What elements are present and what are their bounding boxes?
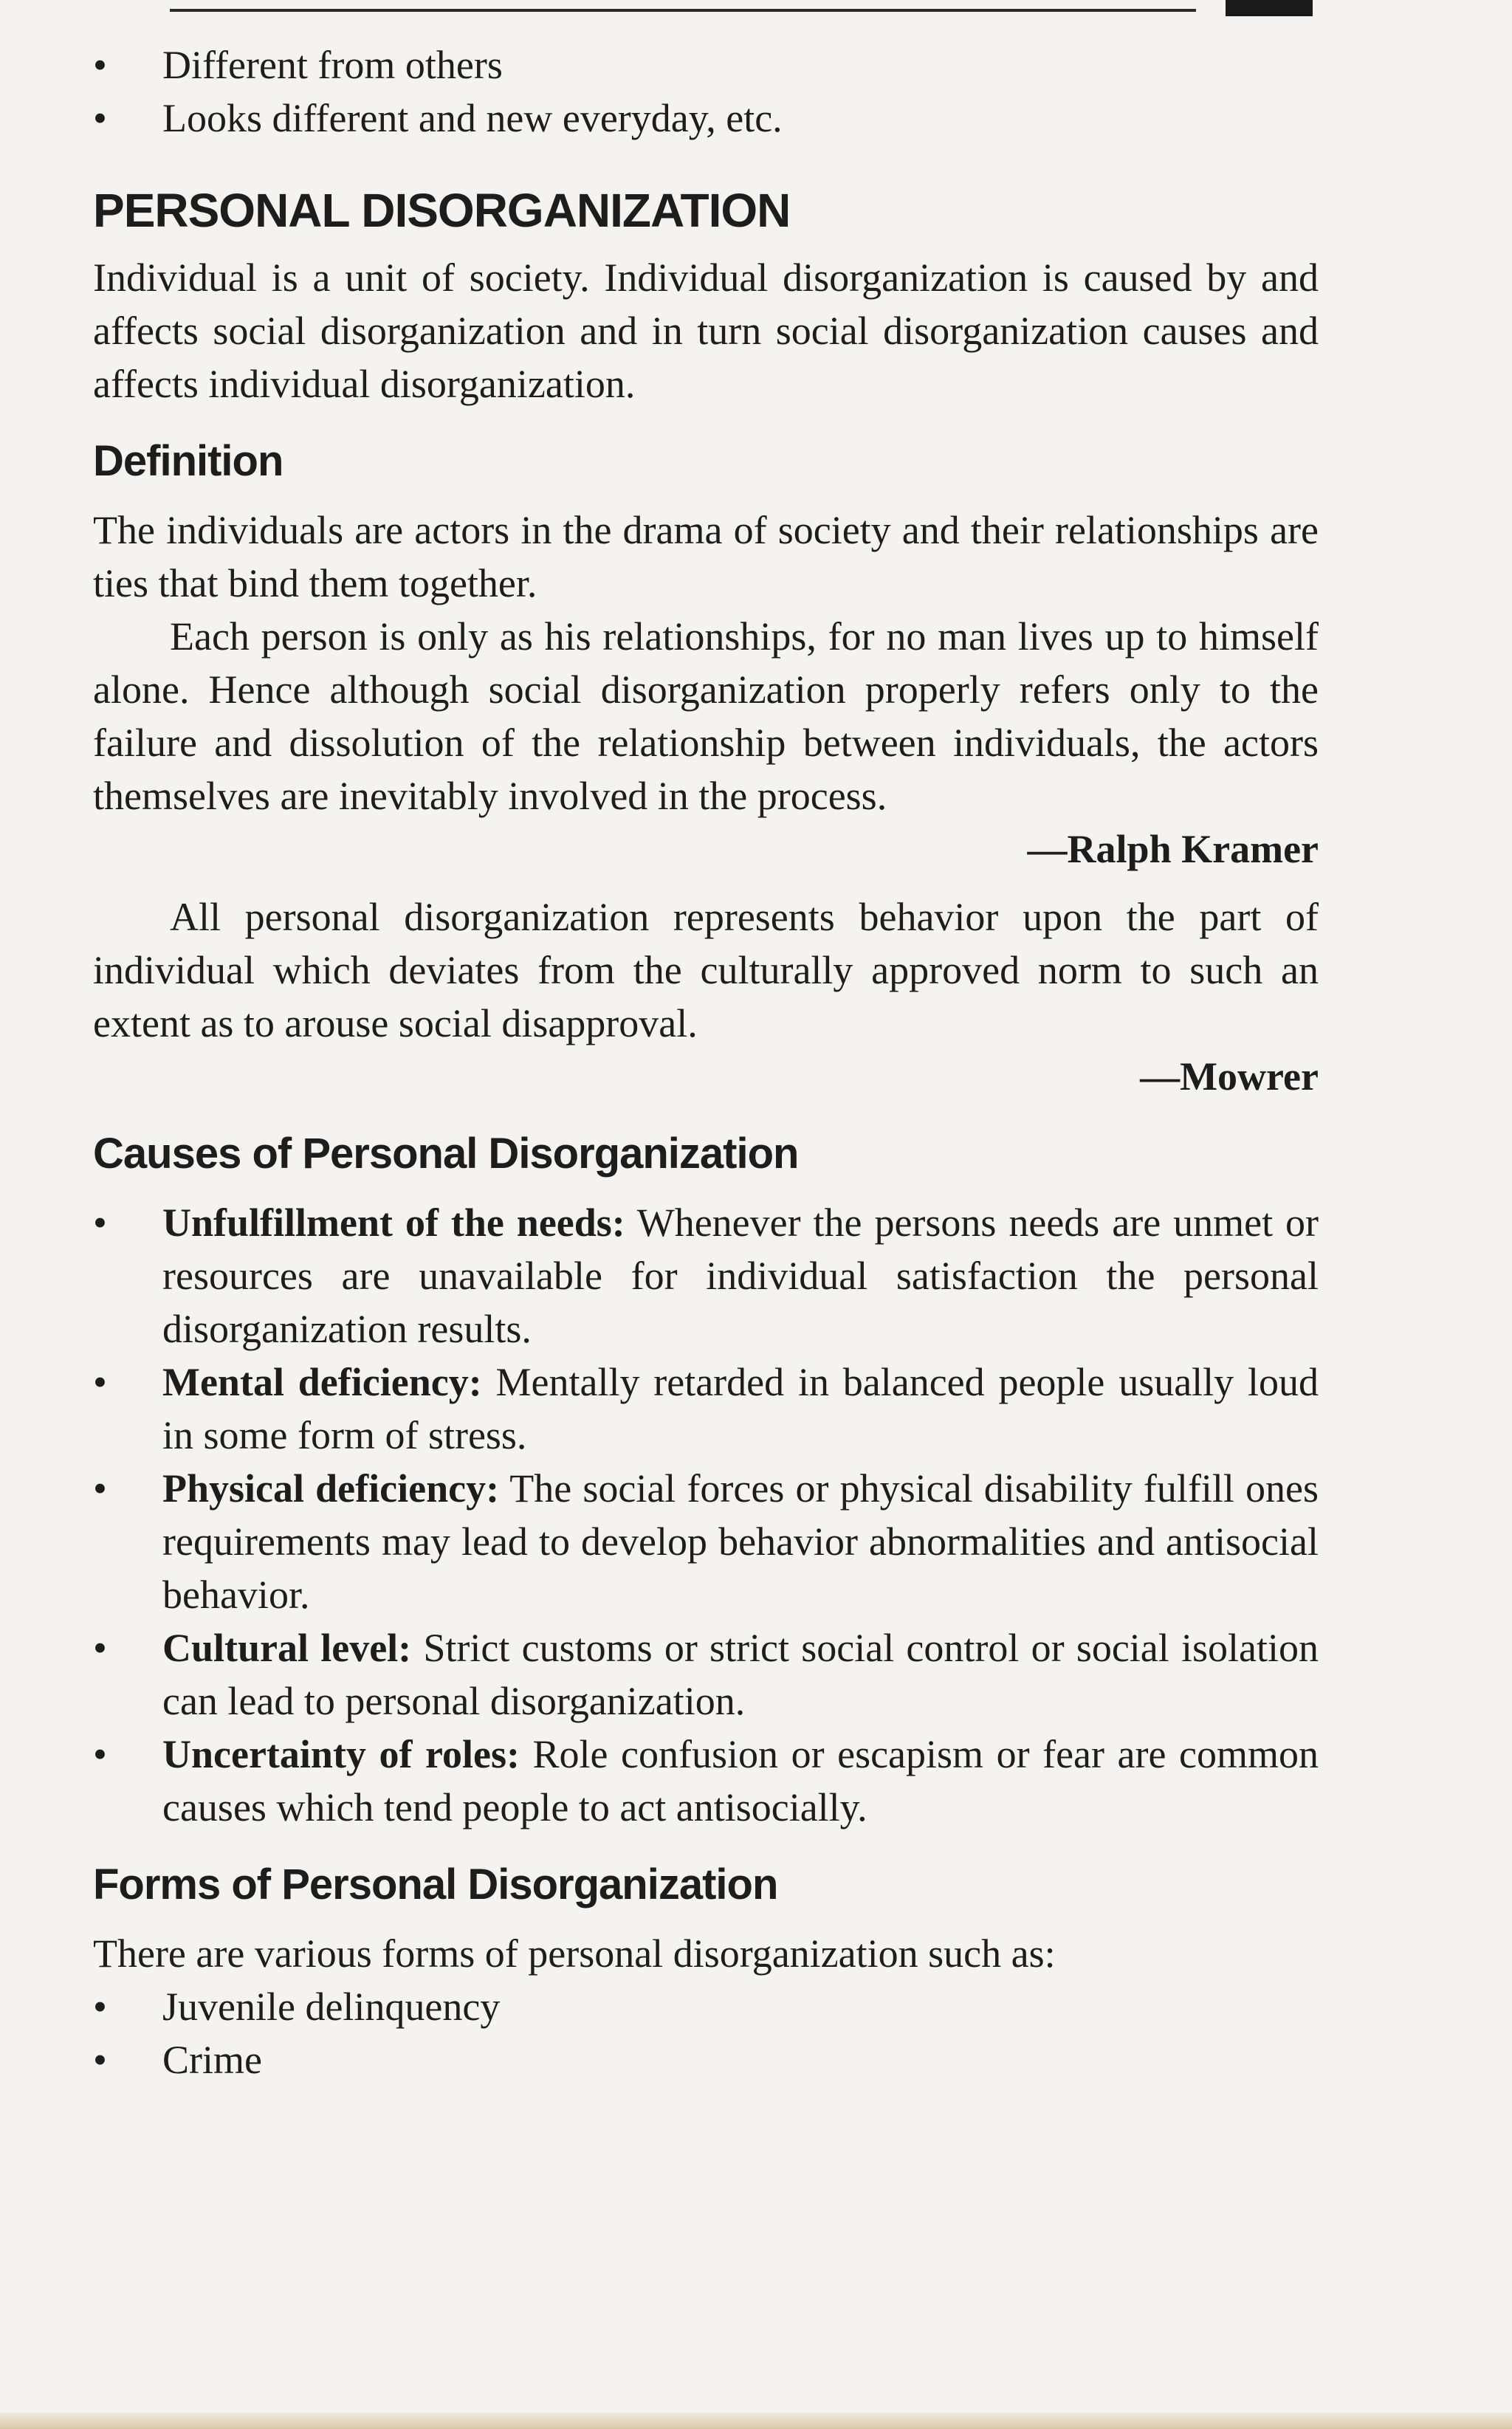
cause-text: Whenever the persons needs are unmet or resources are unavailable for individual satisfaction the personal disorganization results. <box>162 1200 1319 1351</box>
list-item <box>93 1356 1319 1462</box>
definition-paragraph-3: All personal disorganization represents behavior upon the part of individual which deviates from the culturally approved norm to such an extent as to arouse social disapproval. <box>93 895 1319 1045</box>
spacer <box>93 876 1319 890</box>
definition-paragraph-1: The individuals are actors in the drama of society and their relationships are ties that bind them together. <box>93 508 1319 605</box>
cause-term: Mental deficiency: <box>162 1360 482 1404</box>
top-dark-block <box>1226 0 1313 16</box>
list-item <box>93 1196 1319 1356</box>
page-content <box>93 38 1319 2086</box>
top-rule <box>170 9 1196 12</box>
cause-term: Cultural level: <box>162 1626 412 1670</box>
cause-term: Physical deficiency: <box>162 1466 500 1511</box>
cause-text: The social forces or physical disability fulfill ones requirements may lead to develop behavior abnormalities and antisocial behavior. <box>162 1466 1319 1617</box>
cause-text: Role confusion or escapism or fear are common causes which tend people to act antisocially. <box>162 1732 1319 1830</box>
section-title: PERSONAL DISORGANIZATION <box>93 184 791 237</box>
cause-text: Mentally retarded in balanced people usually loud in some form of stress. <box>162 1360 1319 1457</box>
list-item: • Juvenile delinquency <box>93 1980 1319 2033</box>
causes-heading: Causes of Personal Disorganization <box>93 1130 799 1178</box>
definition-heading: Definition <box>93 437 284 485</box>
cause-term: Uncertainty of roles: <box>162 1732 520 1776</box>
list-item: • Crime <box>93 2033 1319 2086</box>
top-bullet-list <box>93 38 1319 145</box>
page-edge <box>0 2413 1512 2429</box>
attribution-kramer: —Ralph Kramer <box>1027 827 1319 871</box>
list-item <box>93 1462 1319 1621</box>
definition-paragraph-2: Each person is only as his relationships, for no man lives up to himself alone. Hence although social disorganization properly refers only to the failure and dissolution of the relationship between individuals, the actors themselves are inevitably involved in the process. <box>93 614 1319 818</box>
section-intro: Individual is a unit of society. Individual disorganization is caused by and affects social disorganization and in turn social disorganization causes and affects individual disorganization. <box>93 255 1319 406</box>
attribution-mowrer: —Mowrer <box>1140 1054 1319 1099</box>
forms-heading: Forms of Personal Disorganization <box>93 1861 778 1908</box>
forms-intro: There are various forms of personal disorganization such as: <box>93 1931 1056 1976</box>
cause-text: Strict customs or strict social control or social isolation can lead to personal disorganization. <box>162 1626 1319 1723</box>
causes-list <box>93 1196 1319 1834</box>
list-item: • Looks different and new everyday, etc. <box>93 92 1319 145</box>
forms-list <box>93 1980 1319 2086</box>
list-item: • Different from others <box>93 38 1319 92</box>
cause-term: Unfulfillment of the needs: <box>162 1200 625 1245</box>
list-item <box>93 1621 1319 1728</box>
list-item <box>93 1728 1319 1834</box>
